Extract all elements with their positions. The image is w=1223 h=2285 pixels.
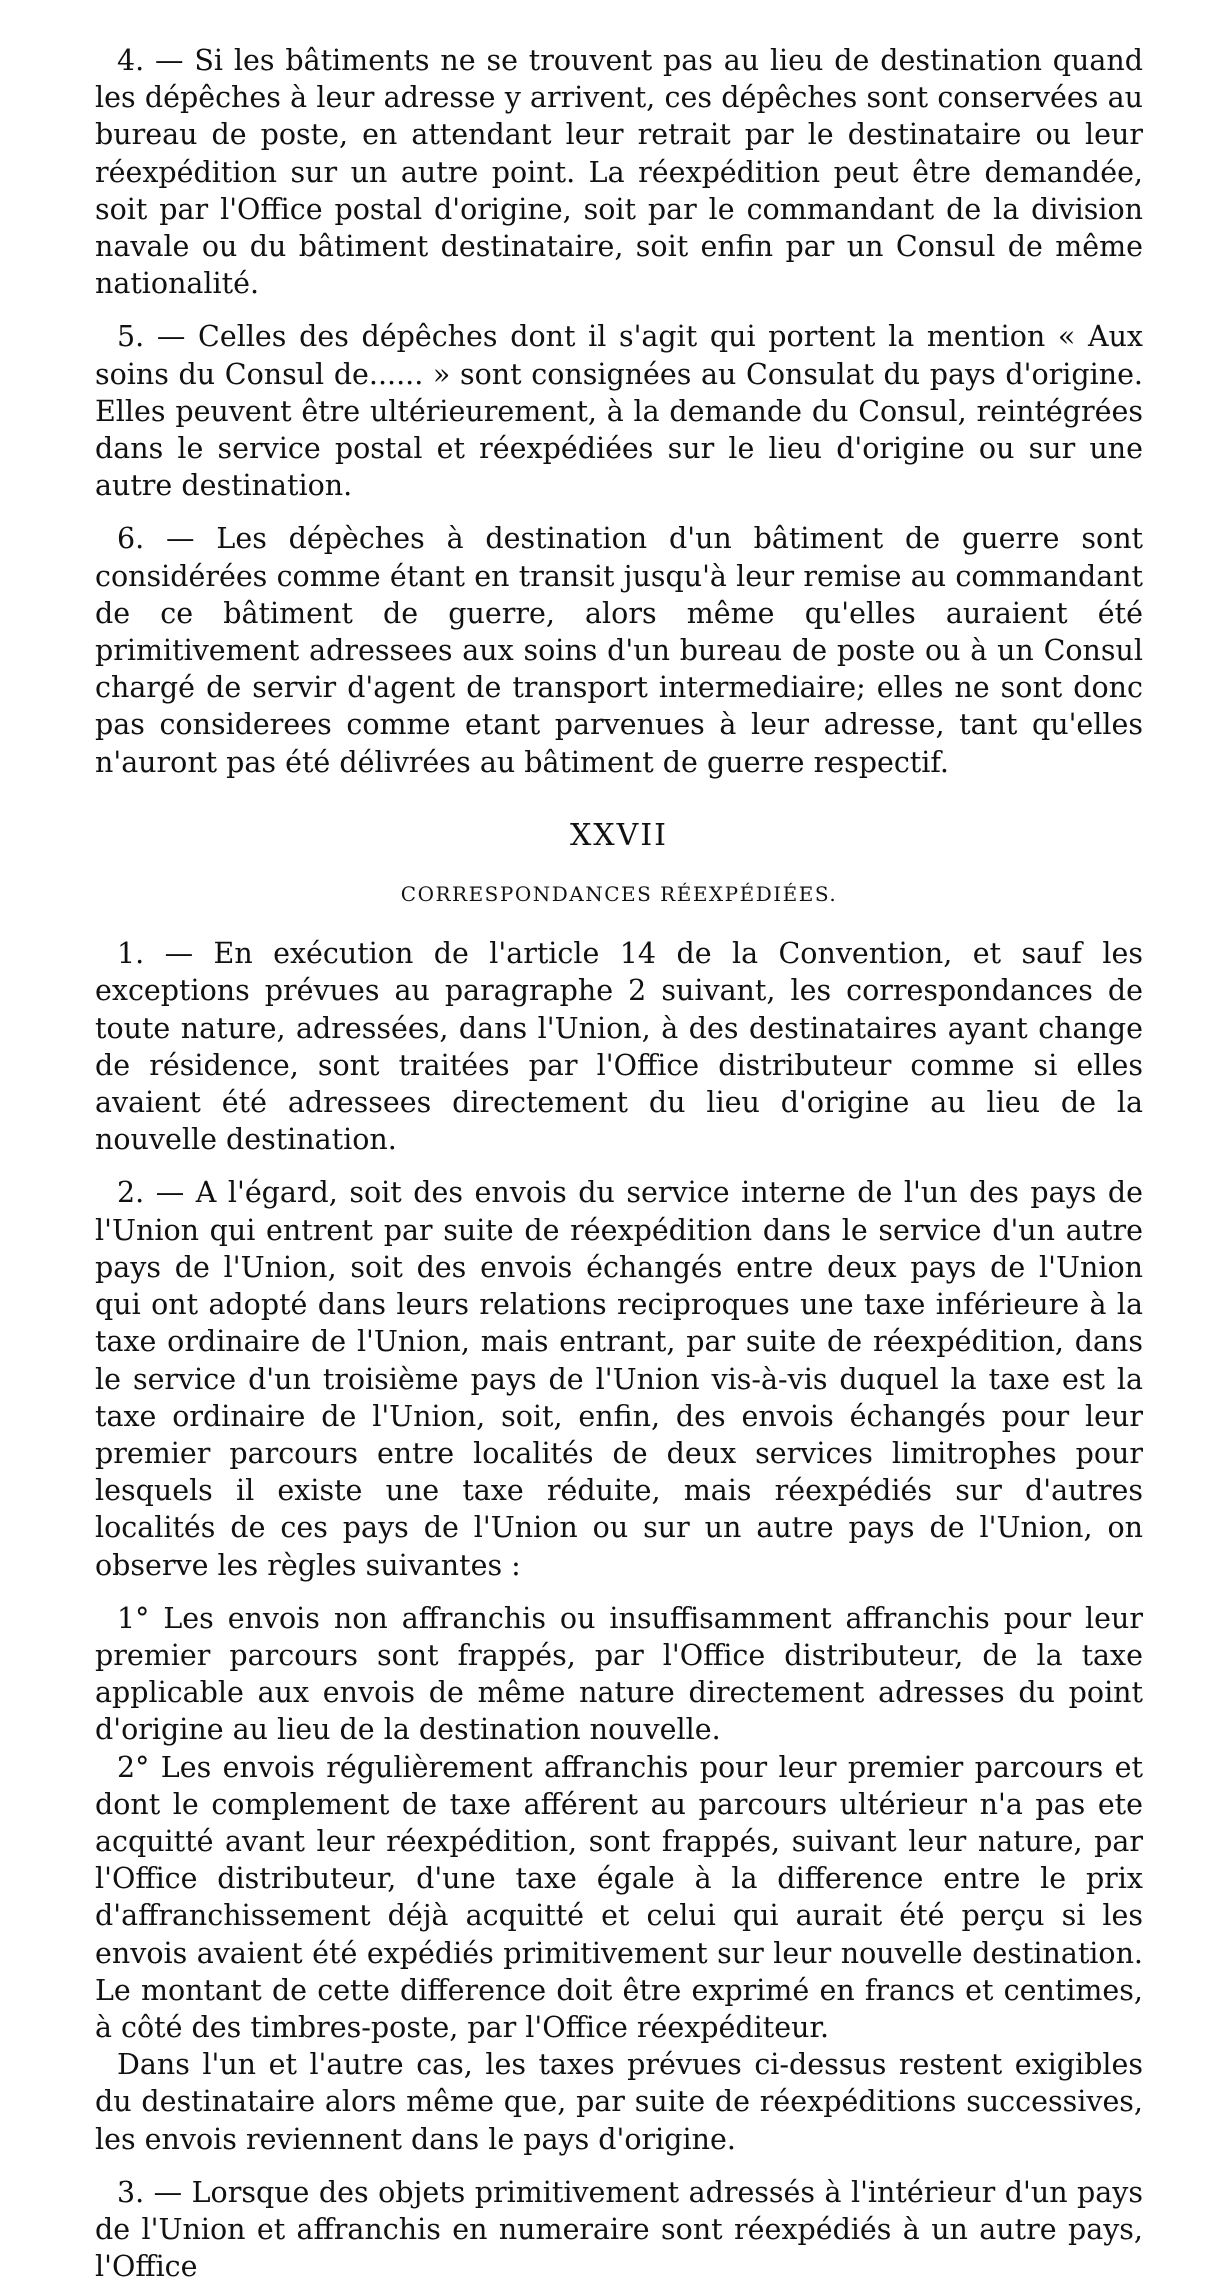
- section-number: XXVII: [569, 817, 669, 853]
- paragraph-5: 5. — Celles des dépêches dont il s'agit qui portent la mention « Aux soins du Consul de...... » sont consignées au Consulat du pays d'origine. Elles peuvent être ultérieurement, à la demande du Consul, reintégrées dans le service postal et réexpédiées sur le lieu d'origine ou sur une autre destination.: [95, 320, 1143, 503]
- closing-note: Dans l'un et l'autre cas, les taxes prévues ci-dessus restent exigibles du destinataire alors même que, par suite de réexpéditions successives, les envois reviennent dans le pays d'origine.: [95, 2048, 1143, 2156]
- sub-rule-1: 1° Les envois non affranchis ou insuffisamment affranchis pour leur premier parcours sont frappés, par l'Office distributeur, de la taxe applicable aux envois de même nature directement adresses du point d'origine au lieu de la destination nouvelle.: [95, 1601, 1143, 1747]
- section-paragraph-2: 2. — A l'égard, soit des envois du service interne de l'un des pays de l'Union qui entrent par suite de réexpédition dans le service d'un autre pays de l'Union, soit des envois échangés entre deux pays de l'Union qui ont adopté dans leurs relations reciproques une taxe inférieure à la taxe ordinaire de l'Union, mais entrant, par suite de réexpédition, dans le service d'un troisième pays de l'Union vis-à-vis duquel la taxe est la taxe ordinaire de l'Union, soit, enfin, des envois échangés pour leur premier parcours entre localités de deux services limitrophes pour lesquels il existe une taxe réduite, mais réexpédiés sur d'autres localités de ces pays de l'Union ou sur un autre pays de l'Union, on observe les règles suivantes :: [95, 1176, 1143, 1582]
- paragraph-6: 6. — Les dépèches à destination d'un bâtiment de guerre sont considérées comme étant en transit jusqu'à leur remise au commandant de ce bâtiment de guerre, alors même qu'elles auraient été primitivement adressees aux soins d'un bureau de poste ou à un Consul chargé de servir d'agent de transport intermediaire; elles ne sont donc pas considerees comme etant parvenues à leur adresse, tant qu'elles n'auront pas été délivrées au bâtiment de guerre respectif.: [95, 522, 1143, 779]
- section-title: CORRESPONDANCES RÉEXPÉDIÉES.: [400, 882, 838, 907]
- section-paragraph-3: 3. — Lorsque des objets primitivement adressés à l'intérieur d'un pays de l'Union et affranchis en numeraire sont réexpédiés à un autre pays, l'Office: [95, 2175, 1143, 2284]
- paragraph-4: 4. — Si les bâtiments ne se trouvent pas au lieu de destination quand les dépêches à leur adresse y arrivent, ces dépêches sont conservées au bureau de poste, en attendant leur retrait par le destinataire ou leur réexpédition sur un autre point. La réexpédition peut être demandée, soit par l'Office postal d'origine, soit par le commandant de la division navale ou du bâtiment destinataire, soit enfin par un Consul de même nationalité.: [95, 44, 1143, 301]
- section-paragraph-1: 1. — En exécution de l'article 14 de la Convention, et sauf les exceptions prévues au paragraphe 2 suivant, les correspondances de toute nature, adressées, dans l'Union, à des destinataires ayant change de résidence, sont traitées par l'Office distributeur comme si elles avaient été adressees directement du lieu d'origine au lieu de la nouvelle destination.: [95, 937, 1143, 1157]
- document-text: [95, 42, 1143, 2285]
- sub-rule-2: 2° Les envois régulièrement affranchis pour leur premier parcours et dont le complement de taxe afférent au parcours ultérieur n'a pas ete acquitté avant leur réexpédition, sont frappés, suivant leur nature, par l'Office distributeur, d'une taxe égale à la difference entre le prix d'affranchissement déjà acquitté et celui qui aurait été perçu si les envois avaient été expédiés primitivement sur leur nouvelle destination. Le montant de cette difference doit être exprimé en francs et centimes, à côté des timbres-poste, par l'Office réexpéditeur.: [95, 1750, 1143, 2044]
